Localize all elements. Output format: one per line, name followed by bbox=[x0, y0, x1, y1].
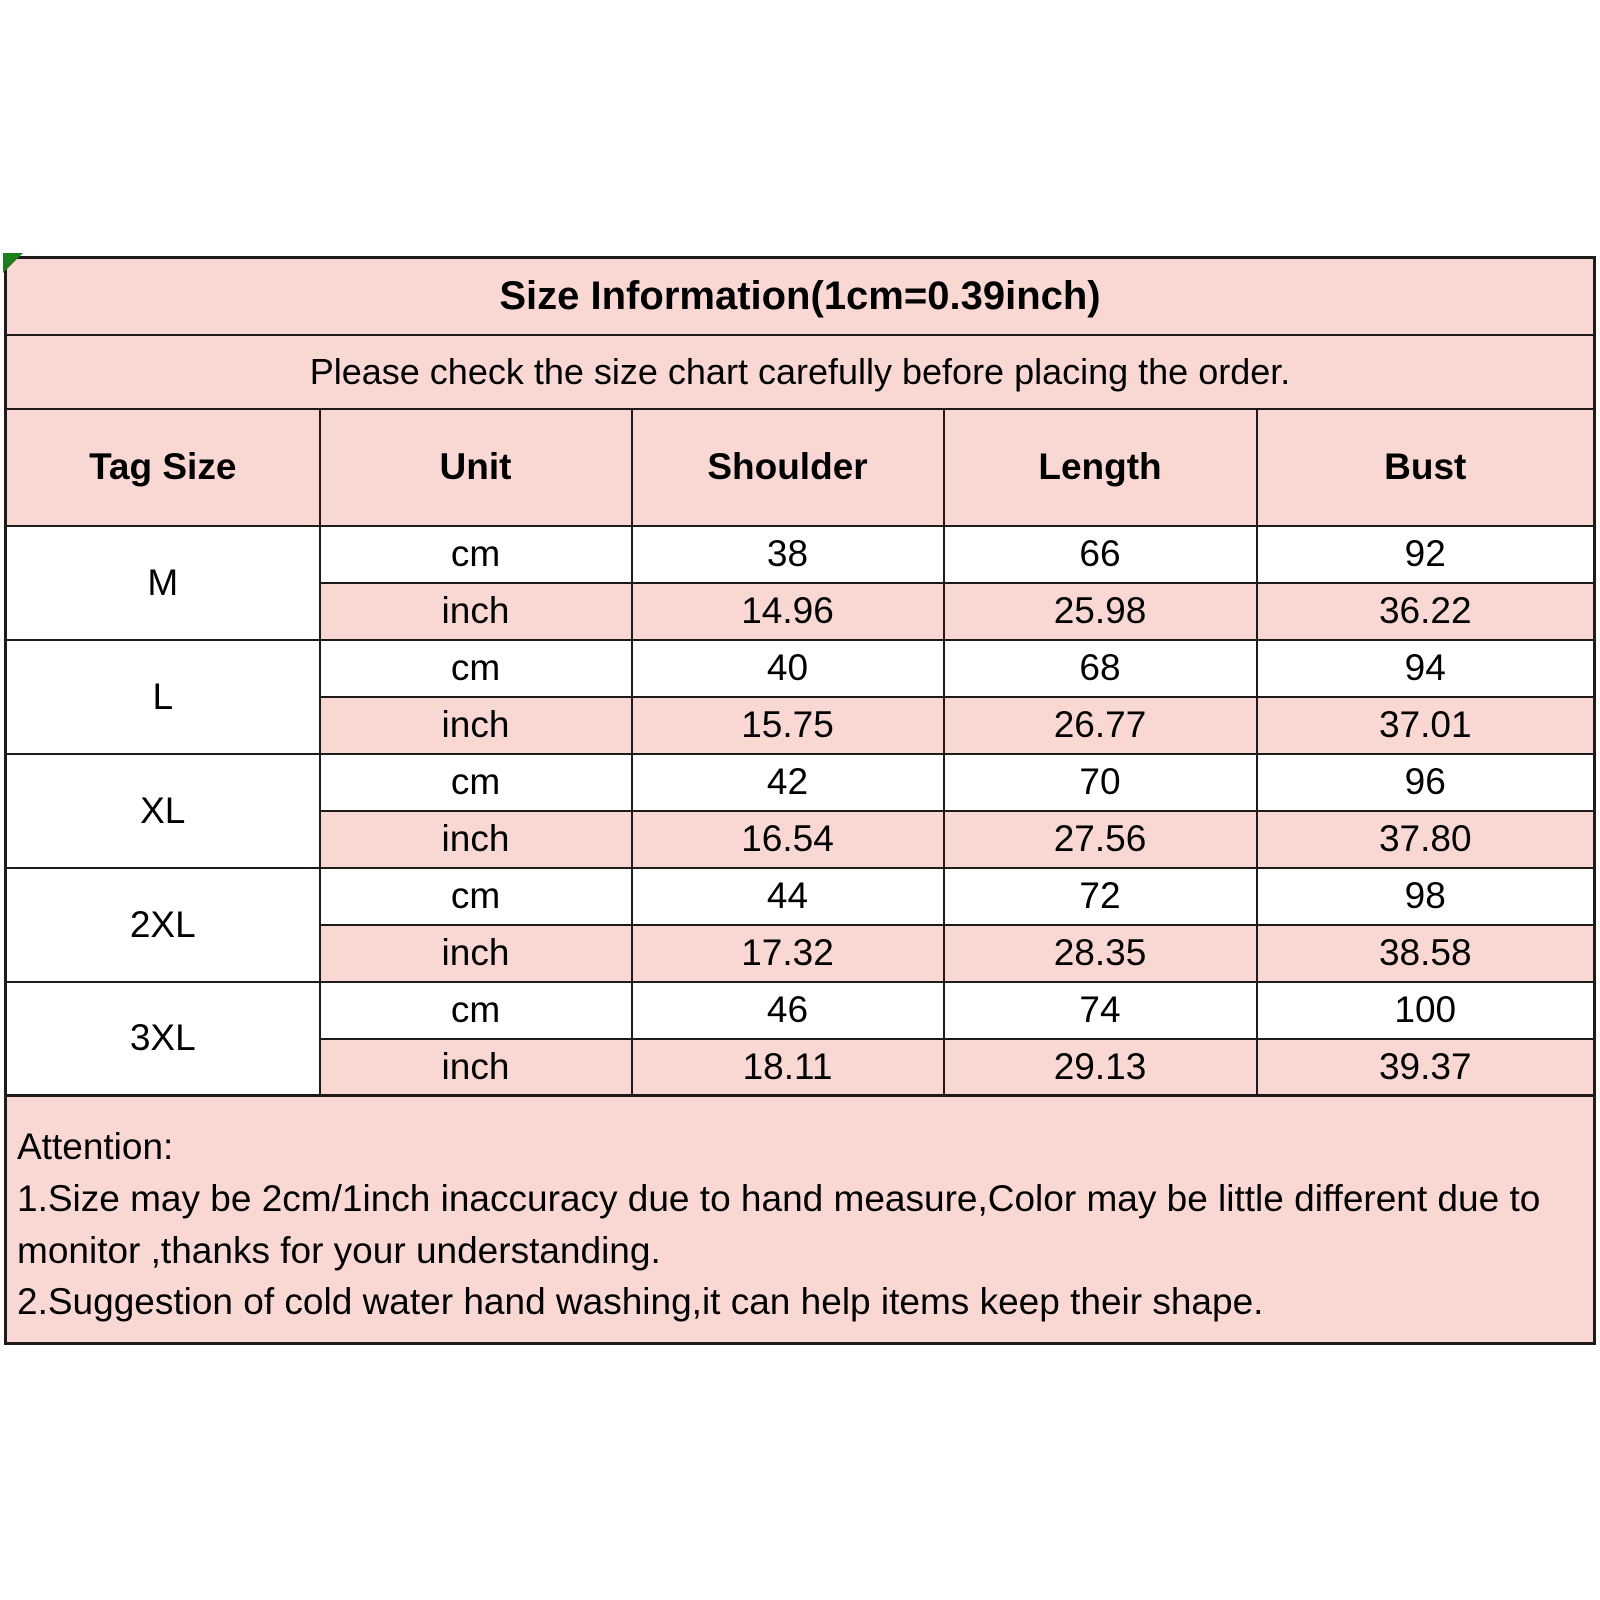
value-cell: 27.56 bbox=[944, 811, 1257, 868]
column-header-tag-size: Tag Size bbox=[6, 409, 320, 526]
attention-section bbox=[4, 1097, 1596, 1345]
value-cell: 14.96 bbox=[632, 583, 944, 640]
unit-cell-inch: inch bbox=[320, 1039, 632, 1096]
table-row bbox=[6, 526, 1595, 583]
value-cell: 36.22 bbox=[1257, 583, 1595, 640]
value-cell: 100 bbox=[1257, 982, 1595, 1039]
table-header-row bbox=[6, 409, 1595, 526]
table-row bbox=[6, 754, 1595, 811]
value-cell: 38.58 bbox=[1257, 925, 1595, 982]
unit-cell-cm: cm bbox=[320, 982, 632, 1039]
value-cell: 18.11 bbox=[632, 1039, 944, 1096]
value-cell: 37.01 bbox=[1257, 697, 1595, 754]
unit-cell-inch: inch bbox=[320, 697, 632, 754]
value-cell: 72 bbox=[944, 868, 1257, 925]
table-row bbox=[6, 982, 1595, 1039]
value-cell: 28.35 bbox=[944, 925, 1257, 982]
value-cell: 17.32 bbox=[632, 925, 944, 982]
value-cell: 96 bbox=[1257, 754, 1595, 811]
unit-cell-cm: cm bbox=[320, 526, 632, 583]
table-title-row bbox=[6, 258, 1595, 335]
corner-triangle-icon bbox=[3, 253, 23, 273]
table-row bbox=[6, 640, 1595, 697]
attention-note-2: 2.Suggestion of cold water hand washing,it can help items keep their shape. bbox=[17, 1281, 1264, 1323]
attention-note-1: 1.Size may be 2cm/1inch inaccuracy due to hand measure,Color may be little different due to monitor ,thanks for your understanding. bbox=[17, 1177, 1541, 1271]
column-header-shoulder: Shoulder bbox=[632, 409, 944, 526]
value-cell: 29.13 bbox=[944, 1039, 1257, 1096]
tag-size-2xl: 2XL bbox=[6, 868, 320, 982]
value-cell: 15.75 bbox=[632, 697, 944, 754]
unit-cell-cm: cm bbox=[320, 640, 632, 697]
value-cell: 16.54 bbox=[632, 811, 944, 868]
unit-cell-inch: inch bbox=[320, 925, 632, 982]
value-cell: 68 bbox=[944, 640, 1257, 697]
table-title: Size Information(1cm=0.39inch) bbox=[6, 258, 1595, 335]
value-cell: 44 bbox=[632, 868, 944, 925]
value-cell: 26.77 bbox=[944, 697, 1257, 754]
table-subtitle-row bbox=[6, 335, 1595, 409]
unit-cell-cm: cm bbox=[320, 754, 632, 811]
tag-size-xl: XL bbox=[6, 754, 320, 868]
column-header-unit: Unit bbox=[320, 409, 632, 526]
table-row bbox=[6, 868, 1595, 925]
value-cell: 94 bbox=[1257, 640, 1595, 697]
value-cell: 66 bbox=[944, 526, 1257, 583]
tag-size-3xl: 3XL bbox=[6, 982, 320, 1096]
table-subtitle: Please check the size chart carefully before placing the order. bbox=[6, 335, 1595, 409]
unit-cell-inch: inch bbox=[320, 811, 632, 868]
value-cell: 37.80 bbox=[1257, 811, 1595, 868]
value-cell: 70 bbox=[944, 754, 1257, 811]
size-table bbox=[4, 256, 1596, 1097]
tag-size-m: M bbox=[6, 526, 320, 640]
column-header-length: Length bbox=[944, 409, 1257, 526]
column-header-bust: Bust bbox=[1257, 409, 1595, 526]
tag-size-l: L bbox=[6, 640, 320, 754]
value-cell: 25.98 bbox=[944, 583, 1257, 640]
unit-cell-inch: inch bbox=[320, 583, 632, 640]
unit-cell-cm: cm bbox=[320, 868, 632, 925]
value-cell: 42 bbox=[632, 754, 944, 811]
size-chart-sheet bbox=[4, 256, 1596, 1345]
value-cell: 92 bbox=[1257, 526, 1595, 583]
value-cell: 74 bbox=[944, 982, 1257, 1039]
value-cell: 40 bbox=[632, 640, 944, 697]
attention-heading: Attention: bbox=[17, 1126, 174, 1167]
value-cell: 39.37 bbox=[1257, 1039, 1595, 1096]
value-cell: 98 bbox=[1257, 868, 1595, 925]
value-cell: 38 bbox=[632, 526, 944, 583]
value-cell: 46 bbox=[632, 982, 944, 1039]
